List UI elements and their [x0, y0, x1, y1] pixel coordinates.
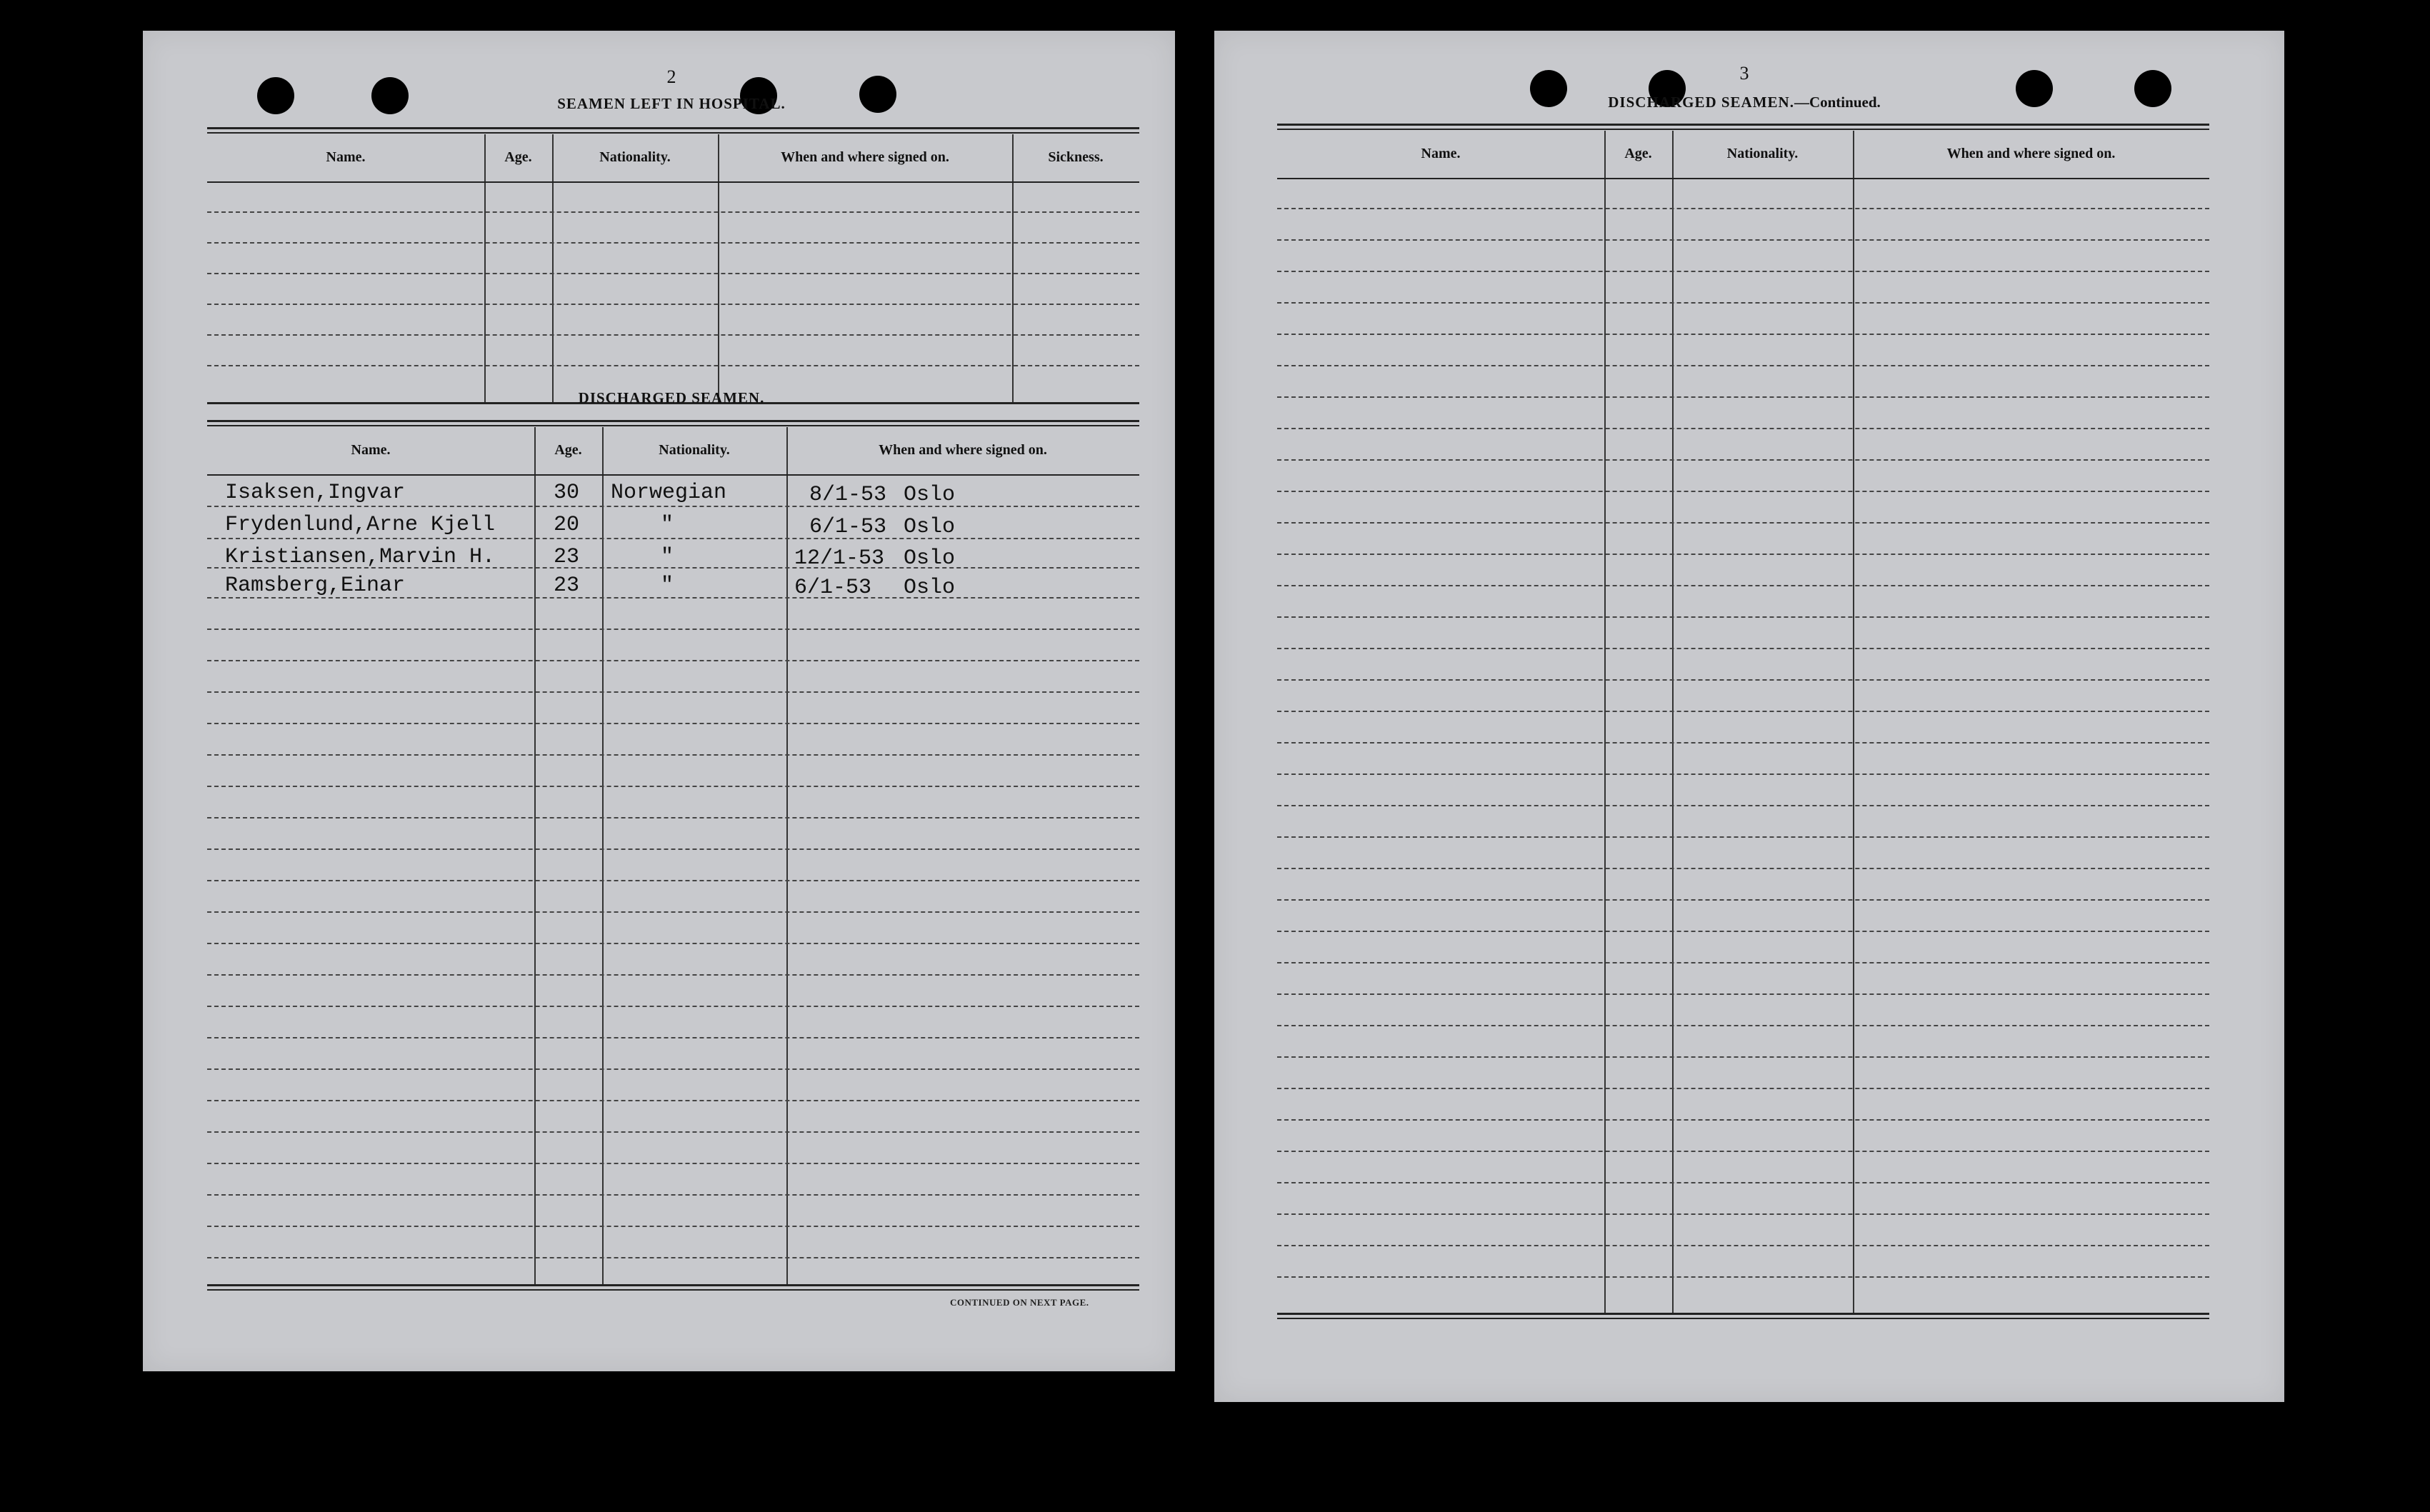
column-header: Age. — [554, 442, 582, 458]
row-line — [1277, 1025, 2209, 1026]
column-header: Name. — [351, 442, 391, 458]
row-line — [1277, 271, 2209, 272]
row-line — [1277, 836, 2209, 838]
page-number: 3 — [1739, 63, 1749, 84]
seaman-age: 23 — [554, 574, 580, 598]
column-divider — [484, 134, 486, 402]
column-divider — [1853, 131, 1854, 1313]
row-line — [1277, 805, 2209, 806]
row-line — [1277, 962, 2209, 963]
row-line — [207, 786, 1139, 787]
signed-on-place: Oslo — [904, 483, 956, 507]
row-line — [207, 943, 1139, 944]
row-line — [207, 1068, 1139, 1070]
row-line — [1277, 491, 2209, 492]
seaman-name: Isaksen,Ingvar — [225, 481, 406, 505]
row-line — [1277, 396, 2209, 398]
seaman-age: 23 — [554, 545, 580, 569]
column-header: Nationality. — [659, 442, 730, 458]
row-line — [1277, 459, 2209, 461]
row-line — [1277, 679, 2209, 681]
discharged-continued-table — [1277, 131, 2209, 1313]
header-rule — [1277, 178, 2209, 179]
row-line — [1277, 1245, 2209, 1246]
column-divider — [718, 134, 719, 402]
column-header: Name. — [326, 149, 366, 165]
discharged-table — [207, 427, 1139, 1284]
signed-on-date: 6/1-53 — [794, 576, 872, 600]
row-line — [1277, 931, 2209, 932]
row-line — [207, 1257, 1139, 1258]
page-number: 2 — [666, 66, 676, 87]
column-divider — [786, 427, 788, 1284]
signed-on-date: 8/1-53 — [809, 483, 887, 507]
punch-hole — [2016, 70, 2053, 107]
row-line — [207, 1194, 1139, 1196]
hospital-section-title: SEAMEN LEFT IN HOSPITAL. — [557, 95, 786, 112]
rule — [1277, 1318, 2209, 1319]
row-line — [207, 1163, 1139, 1164]
row-line — [1277, 648, 2209, 649]
row-line — [1277, 1088, 2209, 1089]
discharged-section-title: DISCHARGED SEAMEN. — [578, 389, 765, 406]
row-line — [1277, 302, 2209, 304]
signed-on-date: 6/1-53 — [809, 515, 887, 539]
punch-hole — [1530, 70, 1567, 107]
rule — [207, 420, 1139, 422]
column-header: Nationality. — [599, 149, 671, 165]
seaman-age: 30 — [554, 481, 580, 505]
rule — [1277, 1313, 2209, 1315]
row-line — [207, 848, 1139, 850]
row-line — [207, 1006, 1139, 1007]
row-line — [207, 211, 1139, 213]
column-header: When and where signed on. — [1946, 146, 2116, 161]
column-divider — [1604, 131, 1606, 1313]
right-page — [1214, 31, 2284, 1402]
row-line — [207, 880, 1139, 881]
row-line — [1277, 1056, 2209, 1058]
row-line — [1277, 1182, 2209, 1183]
row-line — [1277, 1119, 2209, 1121]
column-divider — [552, 134, 554, 402]
seaman-name: Frydenlund,Arne Kjell — [225, 513, 496, 537]
signed-on-date: 12/1-53 — [794, 546, 885, 571]
row-line — [1277, 585, 2209, 586]
rule — [207, 132, 1139, 134]
row-line — [207, 506, 1139, 507]
row-line — [1277, 522, 2209, 524]
punch-hole — [371, 77, 409, 114]
column-divider — [602, 427, 604, 1284]
seaman-name: Kristiansen,Marvin H. — [225, 545, 496, 569]
seaman-nationality: Norwegian — [611, 481, 727, 505]
row-line — [207, 754, 1139, 756]
row-line — [1277, 1276, 2209, 1278]
seaman-nationality: " — [661, 574, 674, 598]
left-page — [143, 31, 1175, 1371]
row-line — [207, 1131, 1139, 1133]
row-line — [207, 1100, 1139, 1101]
title-text: DISCHARGED SEAMEN. — [1608, 94, 1794, 111]
row-line — [1277, 1151, 2209, 1152]
row-line — [1277, 742, 2209, 744]
row-line — [207, 1226, 1139, 1227]
row-line — [207, 660, 1139, 661]
header-rule — [207, 474, 1139, 476]
column-header: When and where signed on. — [781, 149, 949, 165]
seaman-nationality: " — [661, 513, 674, 537]
punch-hole — [2134, 70, 2171, 107]
row-line — [1277, 773, 2209, 775]
row-line — [207, 273, 1139, 274]
row-line — [207, 538, 1139, 539]
column-header: When and where signed on. — [879, 442, 1047, 458]
column-header: Nationality. — [1726, 146, 1799, 161]
row-line — [1277, 899, 2209, 901]
signed-on-place: Oslo — [904, 546, 956, 571]
column-header: Age. — [1624, 146, 1652, 161]
row-line — [207, 911, 1139, 913]
row-line — [207, 242, 1139, 244]
column-divider — [534, 427, 536, 1284]
row-line — [1277, 993, 2209, 995]
punch-hole — [859, 76, 896, 113]
column-divider — [1672, 131, 1674, 1313]
rule — [1277, 129, 2209, 130]
row-line — [1277, 365, 2209, 366]
row-line — [207, 723, 1139, 724]
seaman-age: 20 — [554, 513, 580, 537]
seaman-name: Ramsberg,Einar — [225, 574, 406, 598]
row-line — [207, 974, 1139, 976]
rule — [207, 1289, 1139, 1291]
row-line — [1277, 554, 2209, 555]
row-line — [207, 629, 1139, 630]
row-line — [1277, 1213, 2209, 1215]
discharged-continued-title — [1608, 94, 1880, 111]
row-line — [207, 691, 1139, 693]
header-rule — [207, 181, 1139, 183]
column-divider — [1012, 134, 1014, 402]
row-line — [1277, 239, 2209, 241]
seaman-nationality: " — [661, 545, 674, 569]
row-line — [1277, 616, 2209, 618]
hospital-table — [207, 134, 1139, 406]
row-line — [1277, 428, 2209, 429]
column-header: Age. — [504, 149, 532, 165]
signed-on-place: Oslo — [904, 576, 956, 600]
row-line — [207, 334, 1139, 336]
row-line — [1277, 711, 2209, 712]
row-line — [207, 817, 1139, 818]
rule — [1277, 124, 2209, 126]
signed-on-place: Oslo — [904, 515, 956, 539]
row-line — [1277, 868, 2209, 869]
row-line — [207, 365, 1139, 366]
rule — [207, 425, 1139, 426]
punch-hole — [257, 77, 294, 114]
rule — [207, 127, 1139, 129]
column-header: Sickness. — [1048, 149, 1104, 165]
row-line — [207, 304, 1139, 305]
row-line — [1277, 208, 2209, 209]
continued-note: CONTINUED ON NEXT PAGE. — [950, 1297, 1089, 1308]
row-line — [1277, 334, 2209, 335]
row-line — [207, 1037, 1139, 1038]
title-suffix: —Continued. — [1794, 94, 1881, 111]
column-header: Name. — [1421, 146, 1461, 161]
rule — [207, 1284, 1139, 1286]
